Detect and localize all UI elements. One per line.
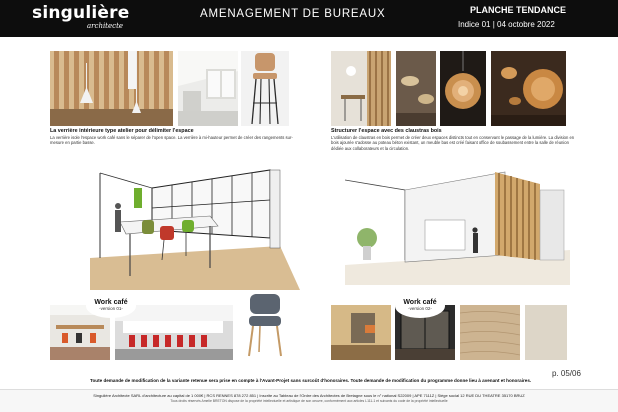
photo-wood-slat-partition	[331, 51, 391, 126]
work-cafe-label-v1	[86, 294, 136, 318]
sheet-title: PLANCHE TENDANCE	[470, 5, 567, 15]
photo-oak-wood-texture	[460, 305, 520, 360]
photo-chair-grey	[240, 290, 290, 360]
logo-subtitle: architecte	[87, 22, 124, 30]
page-title: AMENAGEMENT DE BUREAUX	[200, 8, 386, 20]
left-caption-text: La verrière isole l'espace work café sans le séparer de l'open space. La verrière à mi-hauteur permet de créer des rangements sur-mesure en partie basse.	[50, 135, 293, 146]
photo-wood-ceiling-pendants	[50, 51, 173, 126]
logo: singulière	[32, 3, 130, 23]
work-cafe-version: -version 01-	[99, 306, 123, 311]
modification-note: Toute demande de modification de la variante retenue sera prise en compte à l'Avant-Projet sans surcoût d'honoraires. Toute demande de modification du programme donne lieu à avenant et honoraires.	[90, 378, 532, 383]
right-caption-title: Structurer l'espace avec des claustras bois	[331, 128, 442, 134]
sketch-wood-claustra-meeting-room	[345, 160, 570, 285]
work-cafe-label-v2	[395, 294, 445, 318]
work-cafe-title: Work café	[94, 299, 128, 306]
legal-notice: Tous droits réservés Amelie BRETON dispose de la propriété intellectuelle et artistique de son oeuvre, conformément aux articles L111-1 et suivants du code de la propriété intellectuelle	[170, 399, 448, 403]
revision-date: Indice 01 | 04 octobre 2022	[458, 20, 555, 29]
company-info: Singulière Architecte SARL d'architecture au capital de 1 000€ | RCS RENNES 878 272 851 | Inscrite au Tableau de l'Ordre des Architectes de Bretagne sous le n° national S22009 | APE 7111Z | Siège social 12 RUE DU THEATRE 35170 BRUZ	[93, 393, 525, 398]
photo-meeting-room	[331, 305, 391, 360]
work-cafe-version: -version 02-	[408, 306, 432, 311]
photo-round-wood-pendant	[440, 51, 486, 126]
work-cafe-title: Work café	[403, 299, 437, 306]
page-number: p. 05/06	[552, 369, 581, 378]
photo-beige-material-swatch	[525, 305, 567, 360]
header-bar	[0, 0, 618, 37]
photo-bar-stool	[241, 51, 289, 126]
sketch-glass-partition-workcafe	[90, 158, 300, 290]
right-caption-text: L'utilisation de claustras en bois permet de créer deux espaces distincts tout en conservant le passage de la lumière. La division en bois ajourée s'adosse au poteau béton existant, un meuble bas est créé faisant office de soubassement entre la salle de réunion dédiée aux collaborateurs et la circulation.	[331, 135, 575, 151]
photo-pendant-lamps-row	[396, 51, 436, 126]
photo-bright-office	[178, 51, 238, 126]
photo-workcafe-2	[115, 305, 233, 360]
photo-cafe-pendants	[491, 51, 566, 126]
left-caption-title: La verrière intérieure type atelier pour délimiter l'espace	[50, 128, 194, 134]
